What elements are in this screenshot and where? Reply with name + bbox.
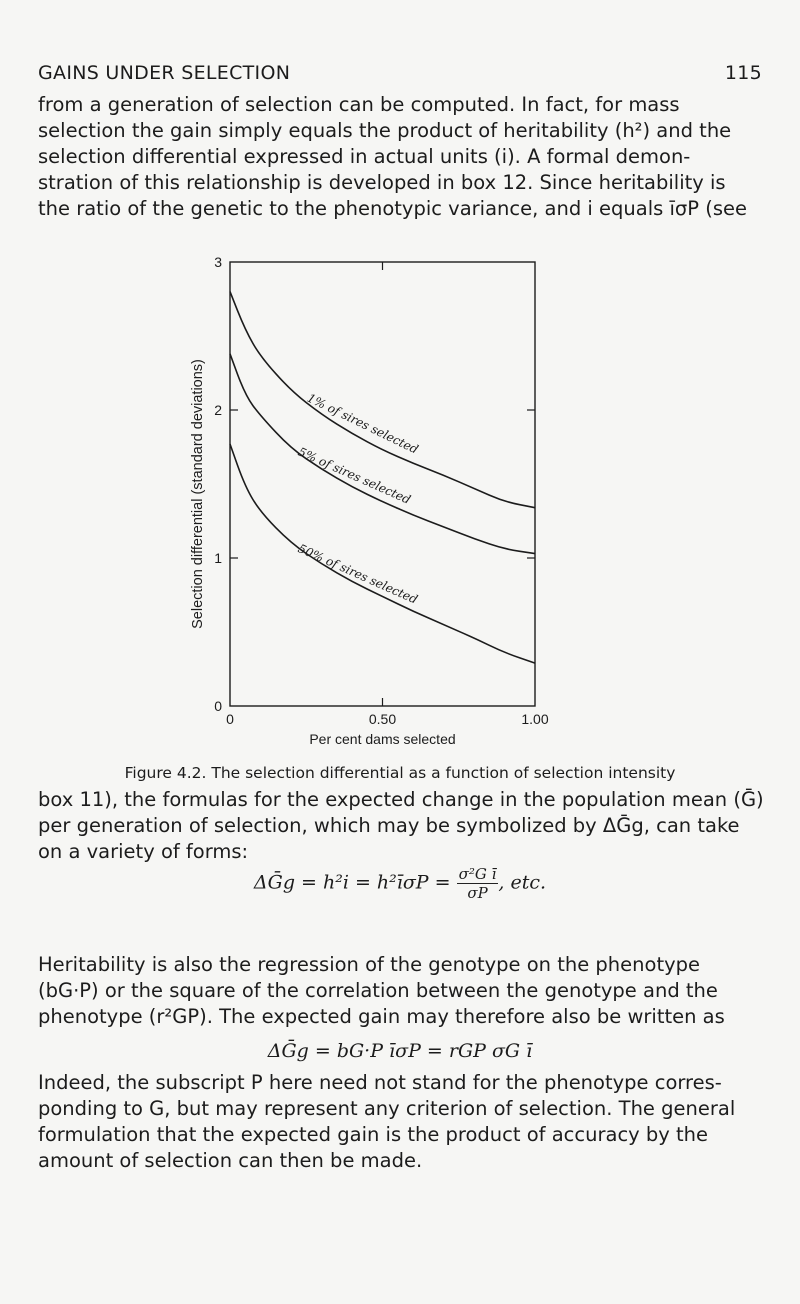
paragraph-2 — [38, 787, 766, 865]
paragraph-1 — [38, 92, 766, 222]
header-title: GAINS UNDER SELECTION — [38, 62, 291, 84]
series-line-2 — [230, 354, 535, 554]
text-line: box 11), the formulas for the expected change in the population mean (Ḡ) — [38, 788, 764, 811]
text-line: amount of selection can then be made. — [38, 1149, 423, 1172]
paragraph-4 — [38, 1070, 766, 1174]
fraction-denominator: σP — [467, 884, 488, 902]
x-tick-label: 0 — [226, 711, 234, 727]
series-line-1 — [230, 292, 535, 508]
text-line: the ratio of the genetic to the phenotypic variance, and i equals īσP (see — [38, 197, 747, 220]
series-line-3 — [230, 444, 535, 663]
y-tick-label: 3 — [214, 254, 222, 270]
chart-axes — [190, 254, 549, 747]
curve-label-1: 1% of sires selected — [304, 390, 421, 457]
text-line: per generation of selection, which may be symbolized by ΔḠg, can take — [38, 814, 740, 837]
text-line: ponding to G, but may represent any criterion of selection. The general — [38, 1097, 736, 1120]
text-line: Heritability is also the regression of the genotype on the phenotype — [38, 953, 701, 976]
text-line: selection the gain simply equals the product of heritability (h²) and the — [38, 119, 732, 142]
figure-caption: Figure 4.2. The selection differential as a function of selection intensity — [124, 764, 676, 782]
equation-tail: , etc. — [498, 871, 547, 894]
y-tick-label: 0 — [214, 698, 222, 714]
page-number: 115 — [724, 62, 762, 84]
running-header — [38, 62, 762, 84]
equation-gain-forms — [0, 865, 800, 902]
text-line: phenotype (r²GP). The expected gain may therefore also be written as — [38, 1005, 725, 1028]
text-line: (bG·P) or the square of the correlation between the genotype and the — [38, 979, 718, 1002]
text-line: stration of this relationship is developed in box 12. Since heritability is — [38, 171, 726, 194]
y-tick-label: 1 — [214, 550, 222, 566]
equation-fraction — [457, 865, 499, 902]
x-tick-label: 0.50 — [368, 711, 397, 727]
x-tick-label: 1.00 — [521, 711, 549, 727]
text-line: selection differential expressed in actual units (i). A formal demon- — [38, 145, 691, 168]
text-line: formulation that the expected gain is the product of accuracy by the — [38, 1123, 709, 1146]
y-axis-label: Selection differential (standard deviations) — [190, 359, 206, 629]
curve-label-2: 5% of sires selected — [295, 444, 413, 507]
y-tick-label: 2 — [214, 402, 222, 418]
text-line: Indeed, the subscript P here need not stand for the phenotype corres- — [38, 1071, 722, 1094]
equation-lhs: ΔḠg = h²i = h²īσP = — [253, 871, 451, 894]
equation-gain-regression: ΔḠg = bG·P īσP = rGP σG ī — [267, 1040, 533, 1062]
curve-label-3: 50% of sires selected — [295, 541, 420, 607]
selection-differential-chart — [160, 250, 580, 750]
chart-series — [230, 292, 535, 663]
fraction-numerator: σ²G ī — [458, 865, 497, 883]
paragraph-3 — [38, 952, 766, 1030]
text-line: from a generation of selection can be computed. In fact, for mass — [38, 93, 680, 116]
x-axis-label: Per cent dams selected — [309, 731, 456, 747]
text-line: on a variety of forms: — [38, 840, 249, 863]
chart-labels — [296, 391, 421, 607]
